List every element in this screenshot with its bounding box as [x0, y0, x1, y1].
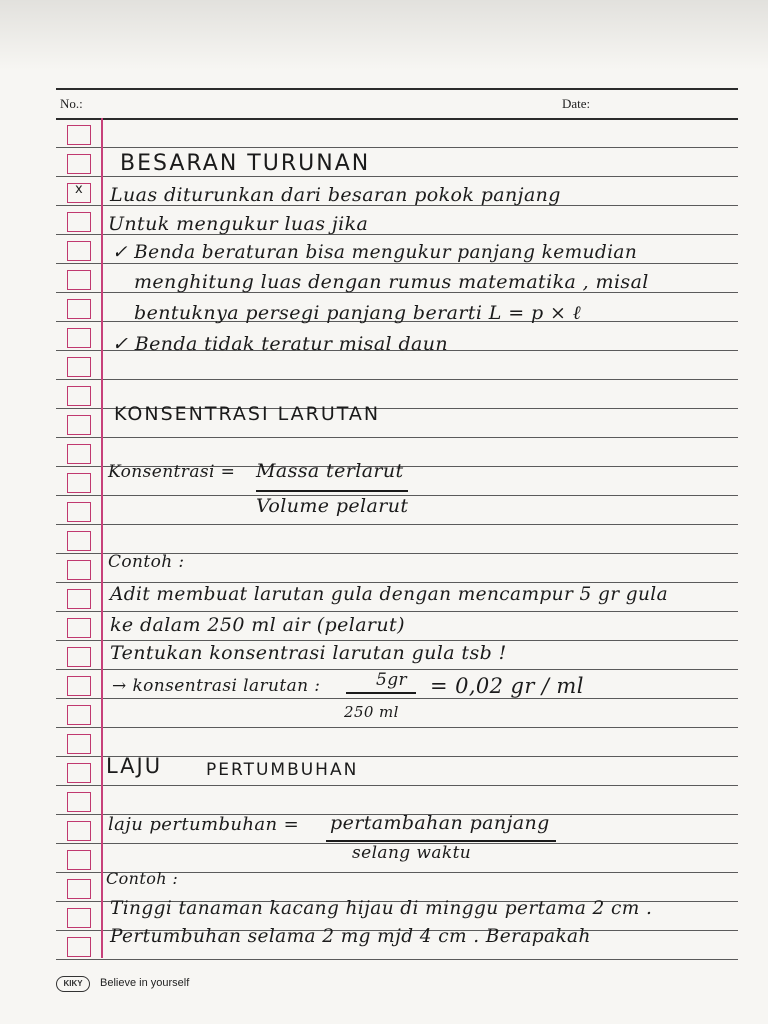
line-checkbox[interactable]: [67, 357, 91, 377]
line-checkbox[interactable]: [67, 212, 91, 232]
line-checkbox[interactable]: [67, 444, 91, 464]
ruled-line: [56, 698, 738, 699]
note-line: Tinggi tanaman kacang hijau di minggu pertama 2 cm .: [110, 898, 653, 919]
ruled-line: [56, 263, 738, 264]
ruled-line: [56, 582, 738, 583]
answer-result: = 0,02 gr / ml: [430, 674, 584, 698]
ruled-line: [56, 785, 738, 786]
answer-label: → konsentrasi larutan :: [112, 676, 321, 696]
ruled-line: [56, 611, 738, 612]
example-label: Contoh :: [108, 552, 185, 572]
formula-denominator: selang waktu: [352, 843, 472, 863]
heading-pertumbuhan: PERTUMBUHAN: [206, 760, 359, 780]
fraction-bar: [346, 692, 416, 694]
ruled-line: [56, 147, 738, 148]
ruled-line: [56, 640, 738, 641]
line-checkbox[interactable]: [67, 125, 91, 145]
heading-laju: LAJU: [106, 754, 163, 778]
note-line: bentuknya persegi panjang berarti L = p × ℓ: [134, 302, 582, 324]
line-checkbox[interactable]: [67, 502, 91, 522]
note-line: Luas diturunkan dari besaran pokok panjang: [110, 184, 561, 206]
line-checkbox[interactable]: [67, 531, 91, 551]
line-checkbox[interactable]: [67, 850, 91, 870]
heading-besaran-turunan: BESARAN TURUNAN: [120, 151, 371, 176]
note-line: ✓ Benda beraturan bisa mengukur panjang kemudian: [112, 242, 638, 263]
formula-numerator: Massa terlarut: [256, 460, 404, 482]
line-checkbox[interactable]: [67, 937, 91, 957]
line-checkbox[interactable]: [67, 879, 91, 899]
ruled-line: [56, 176, 738, 177]
line-checkbox[interactable]: [67, 792, 91, 812]
line-checkbox[interactable]: [67, 589, 91, 609]
line-checkbox[interactable]: [67, 734, 91, 754]
line-checkbox[interactable]: [67, 705, 91, 725]
line-checkbox[interactable]: [67, 560, 91, 580]
ruled-line: [56, 524, 738, 525]
line-checkbox[interactable]: [67, 386, 91, 406]
formula-label: laju pertumbuhan =: [108, 814, 300, 835]
fraction-bar: [256, 490, 408, 492]
formula-numerator: pertambahan panjang: [330, 812, 550, 834]
header-bottom-rule: [56, 118, 738, 120]
fraction-bar: [326, 840, 556, 842]
footer-slogan: Believe in yourself: [100, 977, 190, 989]
line-checkbox[interactable]: [67, 618, 91, 638]
line-checkbox[interactable]: [67, 908, 91, 928]
ruled-line: [56, 437, 738, 438]
line-checkbox[interactable]: [67, 154, 91, 174]
line-checkbox[interactable]: [67, 328, 91, 348]
ruled-line: [56, 379, 738, 380]
answer-numerator: 5gr: [376, 670, 408, 690]
note-line: Pertumbuhan selama 2 mg mjd 4 cm . Berapakah: [110, 926, 591, 947]
date-label: Date:: [562, 96, 591, 111]
no-label: No.:: [60, 96, 83, 111]
note-line: Untuk mengukur luas jika: [108, 213, 369, 235]
checkbox-mark: x: [75, 182, 83, 197]
line-checkbox[interactable]: [67, 415, 91, 435]
example-label: Contoh :: [106, 869, 179, 888]
line-checkbox[interactable]: [67, 676, 91, 696]
note-line: ke dalam 250 ml air (pelarut): [110, 614, 405, 636]
line-checkbox[interactable]: [67, 763, 91, 783]
line-checkbox[interactable]: [67, 821, 91, 841]
line-checkbox[interactable]: [67, 299, 91, 319]
brand-logo: KIKY: [56, 976, 90, 992]
note-line: menghitung luas dengan rumus matematika , misal: [134, 271, 649, 293]
page-top-shadow: [0, 0, 768, 70]
ruled-line: [56, 727, 738, 728]
note-line: ✓ Benda tidak teratur misal daun: [112, 333, 449, 355]
line-checkbox[interactable]: [67, 647, 91, 667]
ruled-line: [56, 959, 738, 960]
line-checkbox[interactable]: [67, 241, 91, 261]
header-top-rule: [56, 88, 738, 90]
answer-denominator: 250 ml: [344, 703, 399, 721]
note-line: Adit membuat larutan gula dengan mencampur 5 gr gula: [110, 584, 669, 605]
heading-konsentrasi-larutan: KONSENTRASI LARUTAN: [114, 403, 381, 425]
line-checkbox[interactable]: [67, 473, 91, 493]
formula-label: Konsentrasi =: [108, 462, 236, 482]
note-line: Tentukan konsentrasi larutan gula tsb !: [110, 642, 507, 664]
line-checkbox[interactable]: [67, 270, 91, 290]
line-checkbox[interactable]: [67, 183, 91, 203]
margin-line: [101, 118, 103, 958]
formula-denominator: Volume pelarut: [256, 495, 409, 517]
